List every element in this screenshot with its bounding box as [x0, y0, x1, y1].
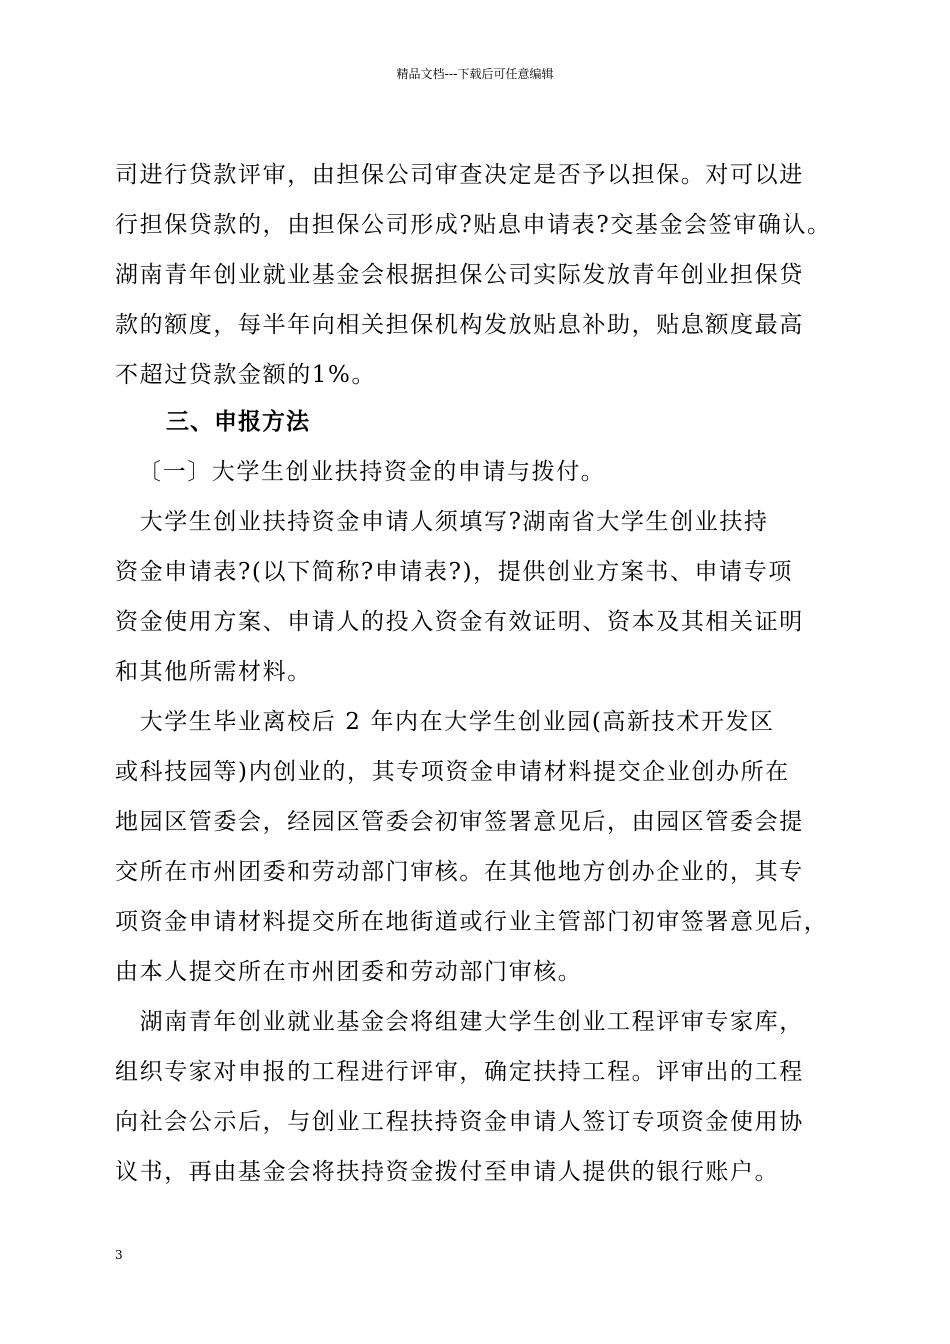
body-text-line: 由本人提交所在市州团委和劳动部门审核。 — [115, 959, 583, 985]
body-text-line: 地园区管委会，经园区管委会初审签署意见后，由园区管委会提 — [115, 809, 804, 835]
body-text-line: 交所在市州团委和劳动部门审核。在其他地方创办企业的，其专 — [115, 859, 804, 885]
body-text-line: 向社会公示后，与创业工程扶持资金申请人签订专项资金使用协 — [115, 1109, 804, 1135]
page-header: 精品文档---下载后可任意编辑 — [396, 67, 554, 81]
body-text-line: 不超过贷款金额的1%。 — [115, 362, 377, 388]
body-text-line: 资金申请表?(以下简称?申请表?)，提供创业方案书、申请专项 — [115, 559, 793, 585]
body-text-line: 大学生创业扶持资金申请人须填写?湖南省大学生创业扶持 — [115, 509, 769, 535]
section-heading: 三、申报方法 — [166, 408, 310, 435]
body-text-line: 和其他所需材料。 — [115, 659, 312, 685]
body-text-line: 资金使用方案、申请人的投入资金有效证明、资本及其相关证明 — [115, 609, 804, 635]
body-text-line: 湖南青年创业就业基金会将组建大学生创业工程评审专家库， — [115, 1009, 804, 1035]
body-text-line: 款的额度，每半年向相关担保机构发放贴息补助，贴息额度最高 — [115, 312, 804, 338]
body-text-line: 大学生毕业离校后 2 年内在大学生创业园(高新技术开发区 — [115, 709, 775, 735]
body-text-line: 或科技园等)内创业的，其专项资金申请材料提交企业创办所在 — [115, 759, 790, 785]
body-text-line: 议书，再由基金会将扶持资金拨付至申请人提供的银行账户。 — [115, 1159, 780, 1185]
page-number: 3 — [115, 1248, 123, 1262]
body-text-line: 湖南青年创业就业基金会根据担保公司实际发放青年创业担保贷 — [115, 262, 804, 288]
body-text-line: 行担保贷款的，由担保公司形成?贴息申请表?交基金会签审确认。 — [115, 212, 832, 238]
body-text-line: 组织专家对申报的工程进行评审，确定扶持工程。评审出的工程 — [115, 1059, 804, 1085]
body-text-line: 项资金申请材料提交所在地街道或行业主管部门初审签署意见后， — [115, 909, 829, 935]
subheading: 〔一〕大学生创业扶持资金的申请与拨付。 — [138, 459, 606, 485]
body-text-line: 司进行贷款评审，由担保公司审查决定是否予以担保。对可以进 — [115, 162, 804, 188]
